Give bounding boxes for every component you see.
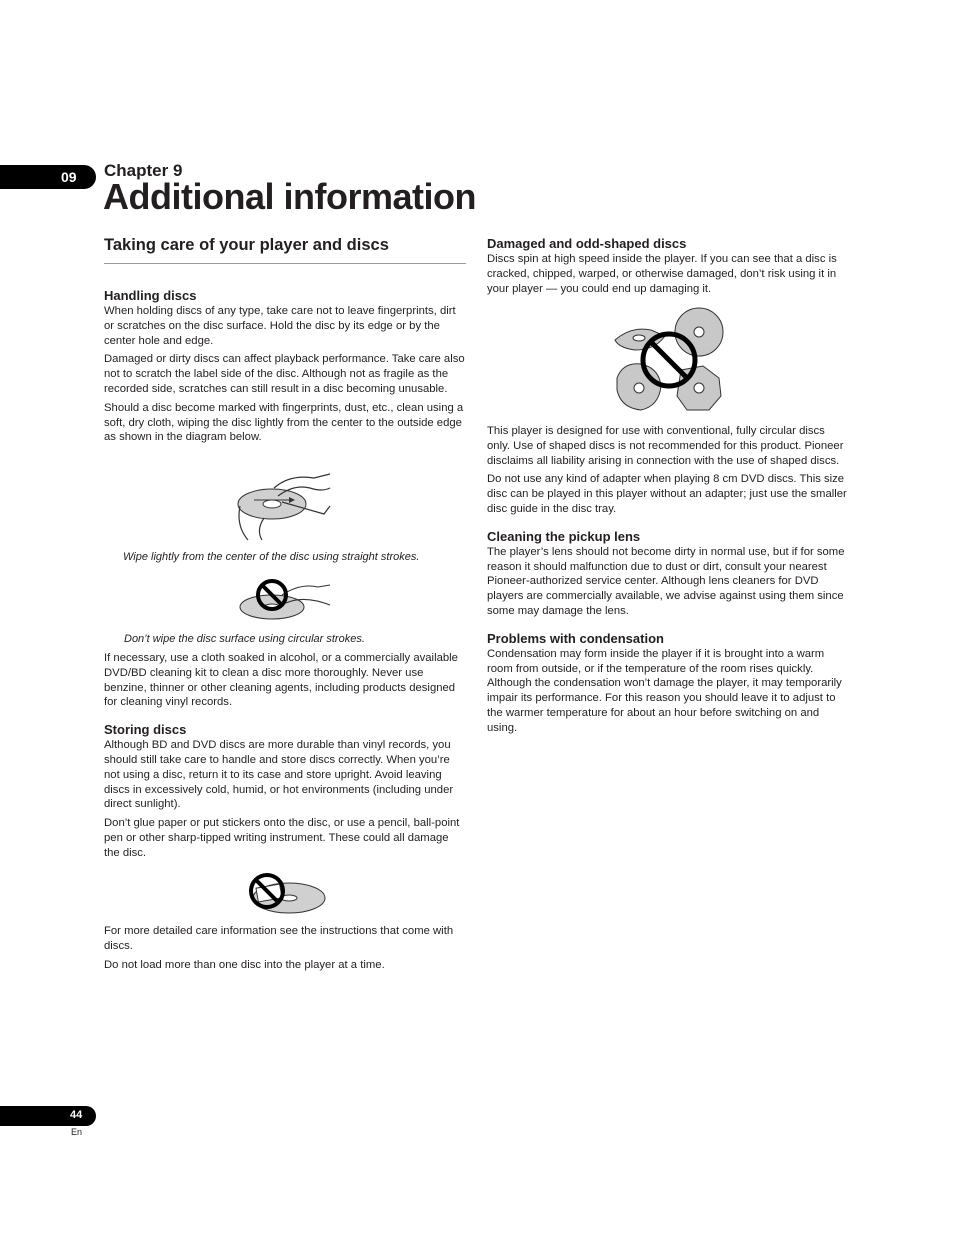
wipe-straight-illustration xyxy=(234,466,334,542)
chapter-number: 09 xyxy=(61,169,77,185)
language-code: En xyxy=(71,1127,83,1137)
section-title: Taking care of your player and discs xyxy=(104,233,466,264)
handling-paragraph-2: Damaged or dirty discs can affect playback performance. Take care also not to scratch the label side of the disc. Although not as fragile as the recorded side, scratches can still result in a disc becoming unusable. xyxy=(104,353,465,395)
storing-paragraph-4: Do not load more than one disc into the player at a time. xyxy=(104,958,385,971)
right-column xyxy=(487,236,849,296)
handling-discs-heading: Handling discs xyxy=(104,288,197,303)
no-circular-wipe-caption: Don’t wipe the disc surface using circular strokes. xyxy=(124,633,365,645)
lens-paragraph-1: The player’s lens should not become dirty in normal use, but if for some reason it should malfunction due to dust or dirt, consult your nearest Pioneer-authorized service center. Although lens cleaners for DVD players are commercially available, we advise against using them since some may damage the lens. xyxy=(487,545,845,617)
storing-paragraph-1: Although BD and DVD discs are more durable than vinyl records, you should still take care to handle and store discs correctly. When you’re not using a disc, return it to its case and store upright. Avoid leaving discs in excessively cold, humid, or hot environments (including under direct sunlight). xyxy=(104,739,454,811)
left-column xyxy=(104,233,466,445)
wipe-straight-caption: Wipe lightly from the center of the disc using straight strokes. xyxy=(123,551,420,563)
no-circular-wipe-illustration xyxy=(238,575,332,623)
page-number-tab xyxy=(0,1106,96,1126)
damaged-paragraph-3: Do not use any kind of adapter when playing 8 cm DVD discs. This size disc can be played in this player without an adapter; just use the smaller disc guide in the disc tray. xyxy=(487,473,847,515)
page-title: Additional information xyxy=(103,176,476,217)
page-number: 44 xyxy=(70,1109,83,1121)
handling-paragraph-3: Should a disc become marked with fingerprints, dust, etc., clean using a soft, dry cloth, wiping the disc lightly from the center to the outside edge as shown in the diagram below. xyxy=(104,401,464,444)
storing-paragraph-2: Don’t glue paper or put stickers onto the disc, or use a pencil, ball-point pen or other sharp-tipped writing instrument. These could all damage the disc. xyxy=(104,817,460,859)
condensation-heading: Problems with condensation xyxy=(487,630,664,646)
left-column-bottom xyxy=(104,924,466,972)
chapter-number-tab xyxy=(0,165,96,189)
damaged-discs-heading: Damaged and odd-shaped discs xyxy=(487,236,687,251)
damaged-paragraph-2: This player is designed for use with conventional, fully circular discs only. Use of shaped discs is not recommended for this product. Pioneer disclaims all liability arising in connection with the use of shaped discs. xyxy=(487,425,844,467)
left-column-lower xyxy=(104,651,466,861)
condensation-paragraph-1: Condensation may form inside the player if it is brought into a warm room from outside, or if the temperature of the room rises quickly. Although the condensation won’t damage the player, it may temporarily impair its performance. For this reason you should leave it to adjust to the warmer temperature for about an hour before switching on and using. xyxy=(487,647,842,734)
cleaning-lens-heading: Cleaning the pickup lens xyxy=(487,528,641,544)
storing-paragraph-3: For more detailed care information see the instructions that come with discs. xyxy=(104,925,454,952)
right-column-middle xyxy=(487,424,849,736)
no-sticker-illustration xyxy=(243,868,327,918)
chapter-label: Chapter 9 xyxy=(104,161,183,180)
odd-shaped-discs-illustration xyxy=(611,306,725,416)
handling-paragraph-4: If necessary, use a cloth soaked in alcohol, or a commercially available DVD/BD cleaning kit to clean a disc more thoroughly. Never use benzine, thinner or other cleaning agents, including products designed for cleaning vinyl records. xyxy=(104,652,458,709)
damaged-paragraph-1: Discs spin at high speed inside the player. If you can see that a disc is cracked, chipped, warped, or otherwise damaged, don’t risk using it in your player — you could end up damaging it. xyxy=(487,253,837,295)
handling-paragraph-1: When holding discs of any type, take care not to leave fingerprints, dirt or scratches on the disc surface. Hold the disc by its edge or by the center hole and edge. xyxy=(104,305,456,347)
storing-discs-heading: Storing discs xyxy=(104,722,187,738)
